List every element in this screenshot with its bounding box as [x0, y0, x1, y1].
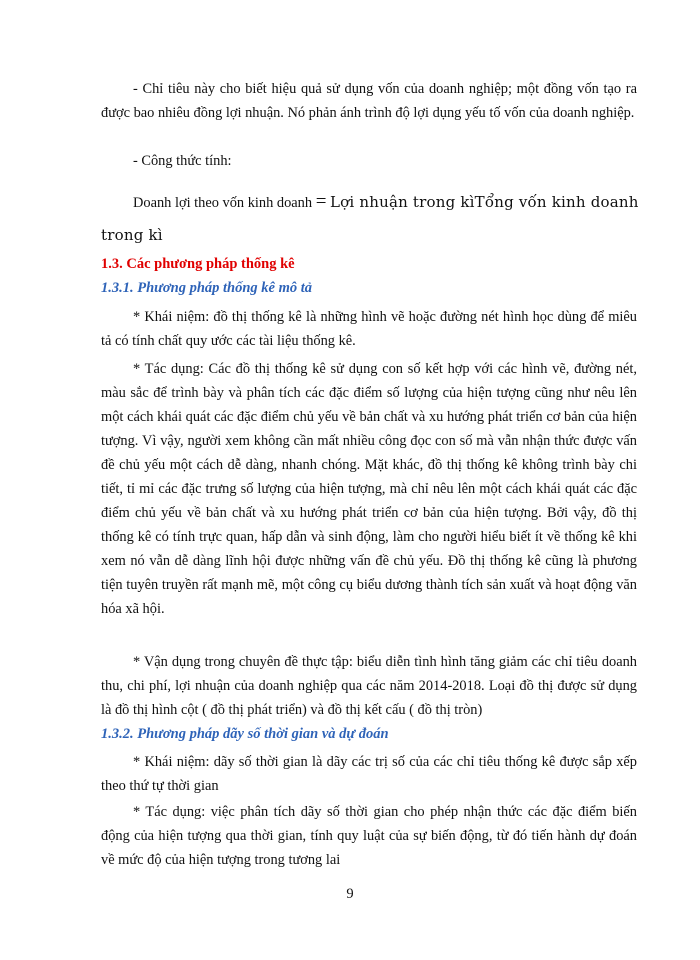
- heading-1-3: 1.3. Các phương pháp thống kê: [101, 256, 295, 272]
- page-number: 9: [346, 886, 354, 902]
- paragraph-timeseries-effect: * Tác dụng: việc phân tích dãy số thời gian cho phép nhận thức các đặc điểm biến động của hiện tượng qua thời gian, tính quy luật của sự biến động, từ đó tiến hành dự đoán về mức độ của hiện tượng trong tương lai: [101, 804, 637, 868]
- formula-line: [101, 186, 641, 252]
- paragraph-formula-intro: - Công thức tính:: [133, 153, 232, 169]
- formula-label: Doanh lợi theo vốn kinh doanh: [133, 195, 313, 211]
- paragraph-chart-effect: * Tác dụng: Các đồ thị thống kê sử dụng con số kết hợp với các hình vẽ, đường nét, màu sắc để trình bày và phân tích các đặc điểm số lượng của hiện tượng cũng như nêu lên một cách khái quát các đặc điểm chủ yếu về bản chất và xu hướng phát triển cơ bản của hiện tượng. Vì vậy, người xem không cần mất nhiều công đọc con số mà vẫn nhận thức được vấn đề chủ yếu một cách dễ dàng, nhanh chóng. Mặt khác, đồ thị thống kê không trình bày chi tiết, tỉ mỉ các đặc trưng số lượng của hiện tượng, mà chỉ nêu lên một cách khái quát các đặc điểm chủ yếu về bản chất và xu hướng phát triển cơ bản của hiện tượng. Bởi vậy, đồ thị thống kê có tính trực quan, hấp dẫn và sinh động, làm cho người hiểu biết ít về thống kê khi xem nó vẫn dễ dàng lĩnh hội được những vấn đề chủ yếu. Đồ thị thống kê cũng là phương tiện tuyên truyền rất mạnh mẽ, một công cụ biểu dương thành tích sản xuất và hoạt động văn hóa xã hội.: [101, 361, 637, 617]
- heading-1-3-1: 1.3.1. Phương pháp thống kê mô tả: [101, 280, 313, 296]
- formula-equals: =: [315, 191, 327, 212]
- paragraph-application: * Vận dụng trong chuyên đề thực tập: biểu diễn tình hình tăng giảm các chỉ tiêu doanh thu, chi phí, lợi nhuận của doanh nghiệp qua các năm 2014-2018. Loại đồ thị được sử dụng là đồ thị hình cột ( đồ thị phát triển) và đồ thị kết cấu ( đồ thị tròn): [101, 654, 637, 718]
- formula-rhs: Lợi nhuận trong kìTổng vốn kinh doanh trong kì: [101, 193, 639, 244]
- heading-1-3-2: 1.3.2. Phương pháp dãy số thời gian và dự đoán: [101, 726, 389, 742]
- paragraph-indicator-meaning: - Chỉ tiêu này cho biết hiệu quả sử dụng vốn của doanh nghiệp; một đồng vốn tạo ra được bao nhiêu đồng lợi nhuận. Nó phản ánh trình độ lợi dụng yếu tố vốn của doanh nghiệp.: [101, 81, 637, 121]
- paragraph-concept-timeseries: * Khái niệm: dãy số thời gian là dãy các trị số của các chỉ tiêu thống kê được sắp xếp theo thứ tự thời gian: [101, 754, 637, 794]
- paragraph-concept-chart: * Khái niệm: đồ thị thống kê là những hình vẽ hoặc đường nét hình học dùng để miêu tả có tính chất quy ước các tài liệu thống kê.: [101, 309, 637, 349]
